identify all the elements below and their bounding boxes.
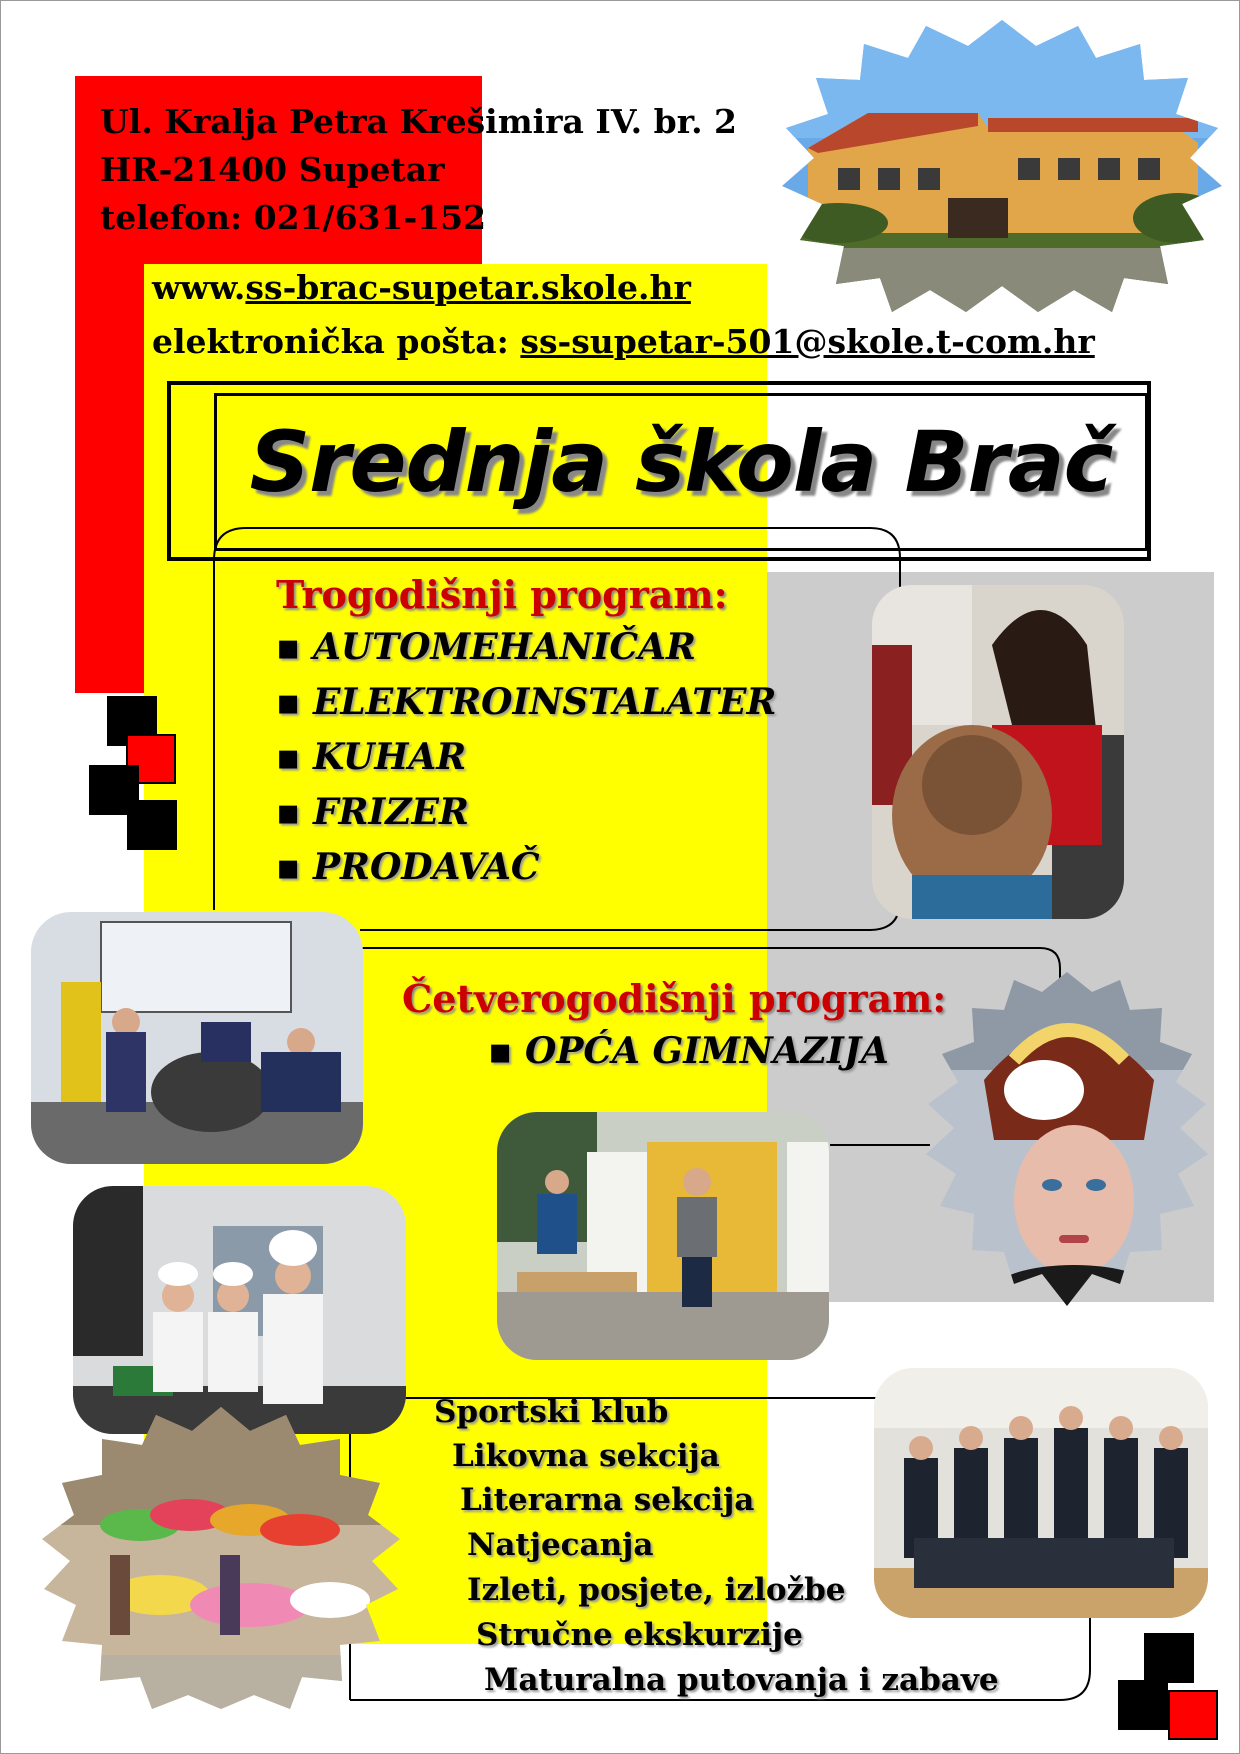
activity-item: Maturalna putovanja i zabave <box>484 1662 999 1698</box>
four-year-heading: Četverogodišnji program: <box>402 976 947 1021</box>
decor-square-black <box>1118 1680 1168 1730</box>
flower-exhibition-photo <box>40 1405 402 1711</box>
three-year-heading: Trogodišnji program: <box>276 572 728 617</box>
mechanics-photo <box>31 912 363 1164</box>
website-prefix: www. <box>152 268 246 307</box>
address-phone: telefon: 021/631-152 <box>100 198 487 237</box>
website-link[interactable]: ss-brac-supetar.skole.hr <box>245 268 691 307</box>
program-item: ▪ AUTOMEHANIČAR <box>276 626 696 668</box>
program-item: ▪ KUHAR <box>276 736 467 778</box>
school-title: Srednja škola Brač <box>249 413 1113 511</box>
activity-item: Izleti, posjete, izložbe <box>467 1572 846 1608</box>
decor-square-black <box>1144 1633 1194 1683</box>
electrician-photo <box>497 1112 829 1360</box>
activity-item: Sportski klub <box>434 1394 669 1430</box>
address-city: HR-21400 Supetar <box>100 150 445 189</box>
hair-styling-mannequin-photo <box>924 970 1210 1310</box>
email-link[interactable]: ss-supetar-501@skole.t-com.hr <box>520 322 1095 361</box>
sports-team-photo <box>874 1368 1208 1618</box>
activity-item: Stručne ekskurzije <box>476 1617 803 1653</box>
activity-item: Literarna sekcija <box>460 1482 755 1518</box>
program-item: ▪ OPĆA GIMNAZIJA <box>488 1030 889 1072</box>
activity-item: Likovna sekcija <box>452 1438 720 1474</box>
activity-item: Natjecanja <box>467 1527 654 1563</box>
chefs-photo <box>73 1186 406 1434</box>
decor-square-red <box>1168 1690 1218 1740</box>
decor-square-black <box>127 800 177 850</box>
program-item: ▪ FRIZER <box>276 791 469 833</box>
program-item: ▪ ELEKTROINSTALATER <box>276 681 777 723</box>
address-street: Ul. Kralja Petra Krešimira IV. br. 2 <box>100 102 738 141</box>
email-label: elektronička pošta: <box>152 322 521 361</box>
program-item: ▪ PRODAVAČ <box>276 846 540 888</box>
hairdresser-photo <box>872 585 1124 919</box>
